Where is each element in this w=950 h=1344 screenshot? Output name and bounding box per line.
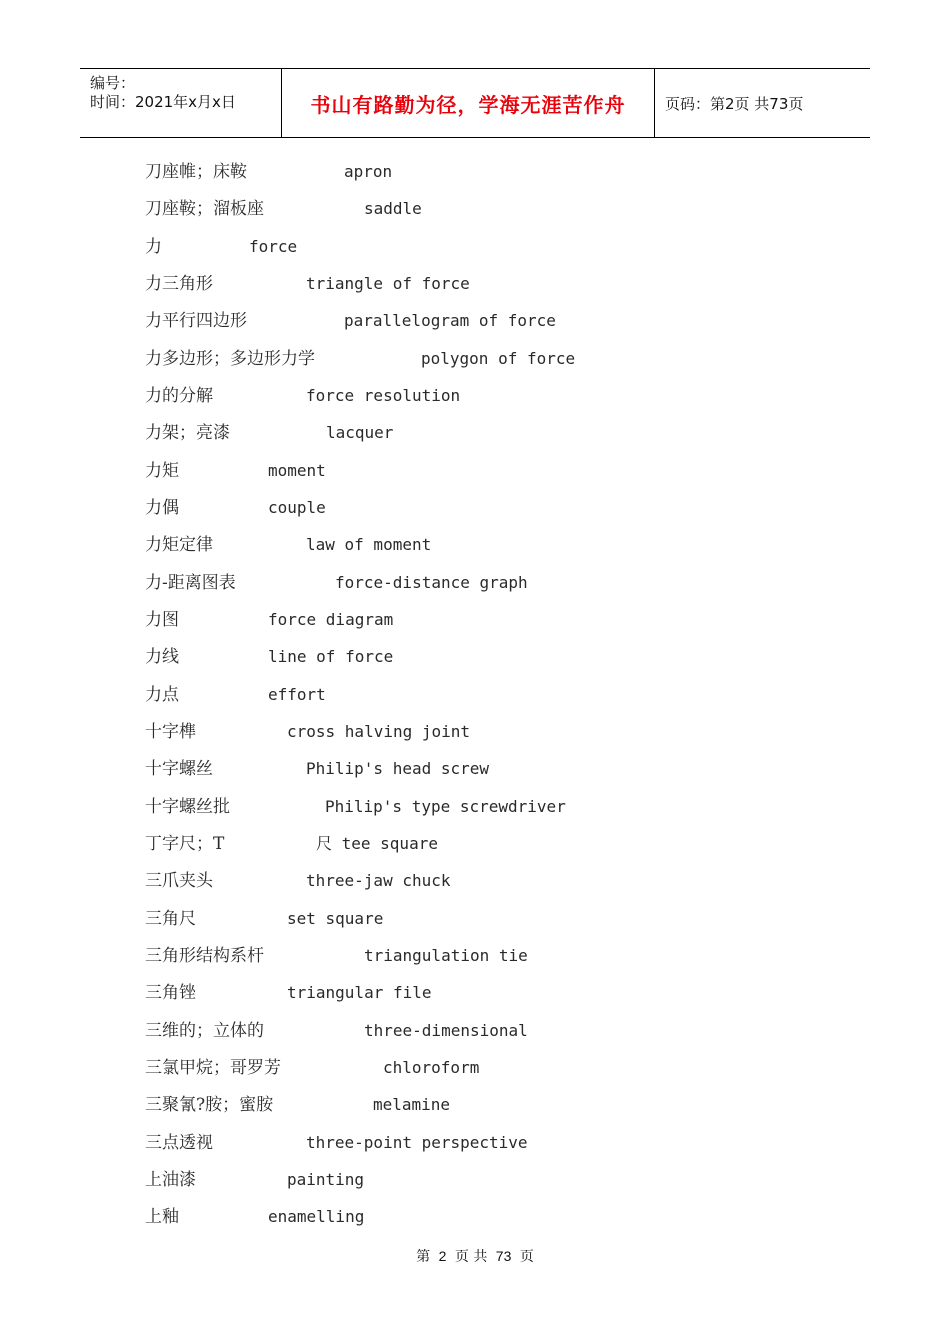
term-chinese: 三角形结构系杆 <box>145 946 264 966</box>
glossary-entry <box>145 1056 480 1080</box>
term-chinese: 十字螺丝批 <box>145 797 230 817</box>
term-chinese: 力偶 <box>145 498 179 518</box>
footer-total-pages: 73 <box>495 1248 512 1264</box>
glossary-entry <box>145 869 451 893</box>
term-chinese: 三爪夹头 <box>145 871 213 891</box>
term-english: effort <box>268 685 326 704</box>
term-chinese: 十字榫 <box>145 722 196 742</box>
term-english: melamine <box>373 1095 451 1114</box>
term-english: three-dimensional <box>364 1021 528 1040</box>
glossary-entry <box>145 459 326 483</box>
glossary-entry <box>145 1131 528 1155</box>
term-chinese: 力矩 <box>145 461 179 481</box>
glossary-entry <box>145 197 422 221</box>
term-chinese: 力的分解 <box>145 386 213 406</box>
glossary-entry <box>145 384 461 408</box>
footer-middle: 页 共 <box>454 1249 488 1265</box>
term-chinese: 三角锉 <box>145 983 196 1003</box>
glossary-entry <box>145 608 394 632</box>
glossary-entry <box>145 1205 365 1229</box>
term-chinese: 力 <box>145 237 162 257</box>
term-english: force resolution <box>306 386 461 405</box>
glossary-entry <box>145 533 432 557</box>
term-english: triangulation tie <box>364 946 528 965</box>
glossary-entry <box>145 907 384 931</box>
glossary-entry <box>145 272 470 296</box>
page-header <box>80 68 870 138</box>
motto: 书山有路勤为径，学海无涯苦作舟 <box>310 92 626 117</box>
term-chinese: 力图 <box>145 610 179 630</box>
term-chinese: 力-距离图表 <box>145 573 236 593</box>
term-english: three-jaw chuck <box>306 871 451 890</box>
glossary-entry <box>145 160 393 184</box>
term-english: lacquer <box>326 423 394 442</box>
term-chinese: 三点透视 <box>145 1133 213 1153</box>
term-english: chloroform <box>383 1058 480 1077</box>
term-english: saddle <box>364 199 422 218</box>
header-motto-cell <box>282 69 655 137</box>
term-english: couple <box>268 498 326 517</box>
term-english: force diagram <box>268 610 394 629</box>
term-english: apron <box>344 162 393 181</box>
footer-suffix: 页 <box>519 1249 534 1265</box>
glossary-entry <box>145 757 490 781</box>
glossary-entry <box>145 683 326 707</box>
footer-prefix: 第 <box>416 1249 431 1265</box>
term-english: line of force <box>268 647 394 666</box>
glossary-entry <box>145 1093 451 1117</box>
term-chinese: 力三角形 <box>145 274 213 294</box>
header-meta-cell <box>80 69 282 137</box>
term-english: Philip's type screwdriver <box>325 797 566 816</box>
term-chinese: 三聚氰?胺；蜜胺 <box>145 1095 274 1115</box>
term-english: force-distance graph <box>335 573 528 592</box>
glossary-entry <box>145 795 566 819</box>
header-page-cell <box>655 69 870 137</box>
term-chinese: 上油漆 <box>145 1170 196 1190</box>
term-english: enamelling <box>268 1207 365 1226</box>
glossary-entry <box>145 720 471 744</box>
glossary-entry <box>145 645 394 669</box>
term-chinese: 上釉 <box>145 1207 179 1227</box>
term-english: 尺 tee square <box>316 834 438 853</box>
term-chinese: 三角尺 <box>145 909 196 929</box>
page-info: 页码：第2页 共73页 <box>665 94 804 113</box>
term-chinese: 力点 <box>145 685 179 705</box>
term-english: triangle of force <box>306 274 470 293</box>
term-chinese: 三维的；立体的 <box>145 1021 264 1041</box>
glossary-entry <box>145 309 556 333</box>
glossary-entry <box>145 1019 528 1043</box>
term-chinese: 刀座鞍；溜板座 <box>145 199 264 219</box>
glossary-entry <box>145 571 528 595</box>
term-chinese: 力线 <box>145 647 179 667</box>
term-english: set square <box>287 909 384 928</box>
term-english: law of moment <box>306 535 432 554</box>
term-chinese: 十字螺丝 <box>145 759 213 779</box>
glossary-entry <box>145 421 394 445</box>
footer-page-number: 2 <box>438 1248 447 1264</box>
term-chinese: 丁字尺；T <box>145 834 225 854</box>
serial-label: 编号： <box>90 74 136 92</box>
term-chinese: 力架；亮漆 <box>145 423 230 443</box>
glossary-entry <box>145 832 438 856</box>
glossary-entry <box>145 944 528 968</box>
glossary-entry <box>145 496 326 520</box>
term-english: polygon of force <box>421 349 576 368</box>
term-chinese: 刀座帷；床鞍 <box>145 162 247 182</box>
term-chinese: 力矩定律 <box>145 535 213 555</box>
term-english: moment <box>268 461 326 480</box>
term-english: painting <box>287 1170 365 1189</box>
glossary-entry <box>145 981 432 1005</box>
page-footer <box>0 1246 950 1266</box>
term-english: three-point perspective <box>306 1133 528 1152</box>
term-chinese: 力多边形；多边形力学 <box>145 349 315 369</box>
term-english: triangular file <box>287 983 432 1002</box>
glossary-entry <box>145 347 576 371</box>
term-chinese: 三氯甲烷；哥罗芳 <box>145 1058 281 1078</box>
term-english: force <box>249 237 298 256</box>
term-english: Philip's head screw <box>306 759 490 778</box>
glossary-entry <box>145 235 298 259</box>
term-english: parallelogram of force <box>344 311 556 330</box>
term-english: cross halving joint <box>287 722 471 741</box>
date-label: 时间：2021年x月x日 <box>90 93 236 111</box>
glossary-entry <box>145 1168 365 1192</box>
term-chinese: 力平行四边形 <box>145 311 247 331</box>
